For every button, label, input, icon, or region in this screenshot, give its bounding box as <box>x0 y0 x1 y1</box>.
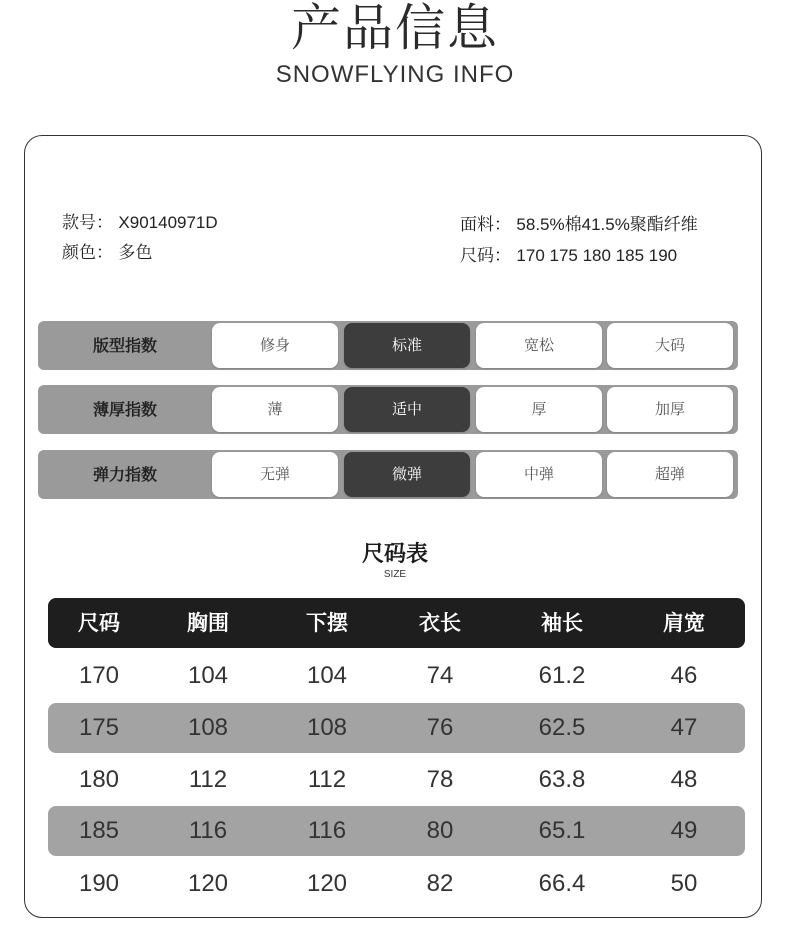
style-number-label: 款号： <box>62 213 113 233</box>
fit-index-label: 版型指数 <box>92 336 157 355</box>
header-shoulder: 肩宽 <box>663 611 705 635</box>
cell-size: 185 <box>78 817 120 844</box>
size-label: 尺码： <box>460 246 511 266</box>
cell-length: 82 <box>426 870 454 897</box>
fit-option-standard: 标准 <box>344 323 470 368</box>
fabric-value: 58.5%棉41.5%聚酯纤维 <box>516 215 698 234</box>
elasticity-option-medium: 中弹 <box>476 452 602 497</box>
table-row <box>48 859 745 909</box>
table-row <box>48 755 745 805</box>
header-size: 尺码 <box>78 611 120 635</box>
fit-index-row <box>38 321 738 370</box>
cell-sleeve: 66.4 <box>538 870 586 897</box>
size-table-subtitle: SIZE <box>383 569 407 580</box>
page-subtitle: SNOWFLYING INFO <box>275 61 515 88</box>
header-length: 衣长 <box>419 611 461 635</box>
elasticity-index-row <box>38 450 738 499</box>
cell-shoulder: 46 <box>670 662 698 689</box>
cell-length: 74 <box>426 662 454 689</box>
cell-sleeve: 65.1 <box>538 817 586 844</box>
header-hem: 下摆 <box>306 611 348 635</box>
size-info <box>460 245 677 267</box>
color-value: 多色 <box>118 243 153 263</box>
thickness-index-label: 薄厚指数 <box>92 400 157 419</box>
cell-size: 175 <box>78 714 120 741</box>
thickness-option-medium: 适中 <box>344 387 470 432</box>
cell-chest: 116 <box>188 817 228 844</box>
cell-chest: 108 <box>187 714 229 741</box>
cell-sleeve: 62.5 <box>538 714 586 741</box>
fabric-info <box>460 214 698 236</box>
size-table-title: 尺码表 <box>361 542 428 567</box>
color-label: 颜色： <box>62 243 113 263</box>
cell-size: 180 <box>78 766 120 793</box>
cell-length: 78 <box>426 766 454 793</box>
style-number-value: X90140971D <box>118 213 218 232</box>
size-value: 170 175 180 185 190 <box>516 246 678 265</box>
fit-option-slim: 修身 <box>212 323 338 368</box>
fabric-label: 面料： <box>460 215 511 235</box>
thickness-option-thin: 薄 <box>212 387 338 432</box>
cell-chest: 120 <box>187 870 229 897</box>
fit-option-plus-size: 大码 <box>607 323 733 368</box>
thickness-option-thick: 厚 <box>476 387 602 432</box>
cell-length: 80 <box>426 817 454 844</box>
table-row <box>48 703 745 753</box>
cell-hem: 120 <box>306 870 348 897</box>
cell-size: 190 <box>78 870 120 897</box>
cell-hem: 104 <box>306 662 348 689</box>
page-title: 产品信息 <box>291 0 499 57</box>
style-number <box>62 212 218 234</box>
cell-chest: 112 <box>188 766 228 793</box>
cell-hem: 112 <box>307 766 347 793</box>
thickness-option-extra-thick: 加厚 <box>607 387 733 432</box>
cell-chest: 104 <box>187 662 229 689</box>
elasticity-option-super: 超弹 <box>607 452 733 497</box>
fit-option-loose: 宽松 <box>476 323 602 368</box>
cell-size: 170 <box>78 662 120 689</box>
cell-hem: 108 <box>306 714 348 741</box>
color-info <box>62 242 152 264</box>
cell-shoulder: 49 <box>670 817 698 844</box>
cell-length: 76 <box>426 714 454 741</box>
elasticity-index-label: 弹力指数 <box>92 465 157 484</box>
table-row <box>48 806 745 856</box>
cell-hem: 116 <box>307 817 347 844</box>
header-chest: 胸围 <box>187 611 229 635</box>
cell-shoulder: 47 <box>670 714 698 741</box>
elasticity-option-none: 无弹 <box>212 452 338 497</box>
cell-sleeve: 63.8 <box>538 766 586 793</box>
table-row <box>48 651 745 701</box>
header-sleeve: 袖长 <box>541 611 583 635</box>
elasticity-option-slight: 微弹 <box>344 452 470 497</box>
cell-shoulder: 50 <box>670 870 698 897</box>
cell-sleeve: 61.2 <box>538 662 586 689</box>
size-table-header <box>48 598 745 648</box>
cell-shoulder: 48 <box>670 766 698 793</box>
thickness-index-row <box>38 385 738 434</box>
